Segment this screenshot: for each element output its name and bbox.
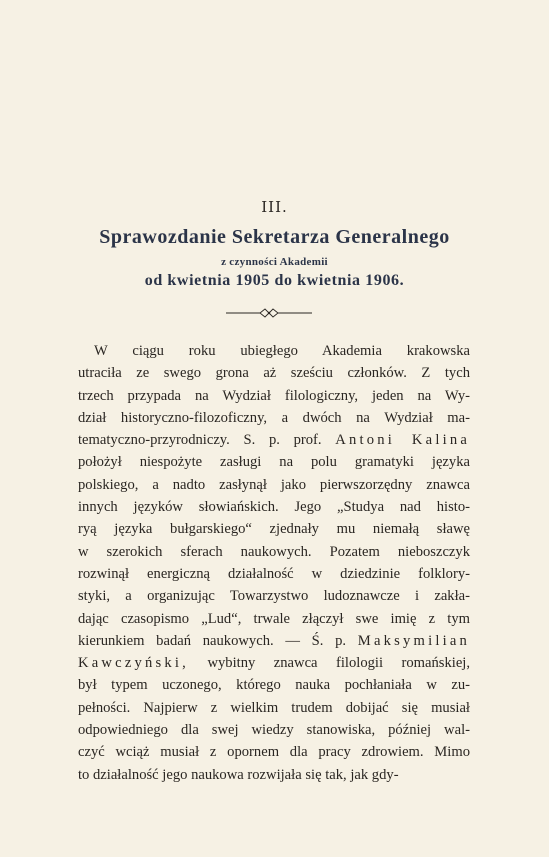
person-name: Maksymilian [357,632,471,649]
person-name: Kawczyński, [78,655,189,672]
text-line: czyć wciąż musiał z opornem dla pracy zdrowiem. Mimo [78,744,470,761]
page-subtitle: z czynności Akademii [221,256,328,268]
text-line: trzech przypada na Wydział filologiczny, jeden na Wy- [78,387,470,404]
text-line: utraciła ze swego grona aż sześciu członków. Z tych [78,365,470,382]
ornamental-divider-icon [226,306,312,320]
date-range: od kwietnia 1905 do kwietnia 1906. [144,272,405,289]
text-line: pełności. Najpierw z wielkim trudem dobijać się musiał [78,699,470,716]
text-line [78,429,470,451]
person-name: Antoni Kalina [335,432,470,449]
text-line: był typem uczonego, którego nauka pochłaniała w zu- [78,677,470,694]
chapter-number: III. [261,198,288,216]
text-line: odpowiedniego dla swej wiedzy stanowiska, później wal- [78,722,470,739]
text-line: styki, a organizując Towarzystwo ludoznawcze i zakła- [78,588,470,605]
text-line: W ciągu roku ubiegłego Akademia krakowska [94,343,470,359]
text-line: polskiego, a nadto zasłynął jako pierwszorzędny znawca [78,476,470,493]
text-line: innych języków słowiańskich. Jego „Studya nad histo- [78,499,470,516]
text-line [78,630,470,652]
text-line: rozwinął energiczną działalność w dziedzinie folklory- [78,565,470,582]
body-paragraph [78,340,470,786]
text-line [78,652,470,674]
text-line: dział historyczno-filozoficzny, a dwóch na Wydział ma- [78,409,470,426]
text-line: położył niespożyte zasługi na polu gramatyki języka [78,454,470,471]
text-line: ryą języka bułgarskiego“ zjednały mu niemałą sławę [78,521,470,538]
text-segment: kierunkiem badań naukowych. — Ś. p. [78,632,347,649]
text-line: w szerokich sferach naukowych. Pozatem nieboszczyk [78,543,470,560]
page-title: Sprawozdanie Sekretarza Generalnego [99,226,450,248]
text-line: to działalność jego naukowa rozwijała się tak, jak gdy- [78,766,399,783]
text-segment: wybitny znawca filologii romańskiej, [207,655,470,672]
text-line: dając czasopismo „Lud“, trwale złączył swe imię z tym [78,610,470,627]
text-segment: tematyczno-przyrodniczy. S. p. prof. [78,432,322,449]
